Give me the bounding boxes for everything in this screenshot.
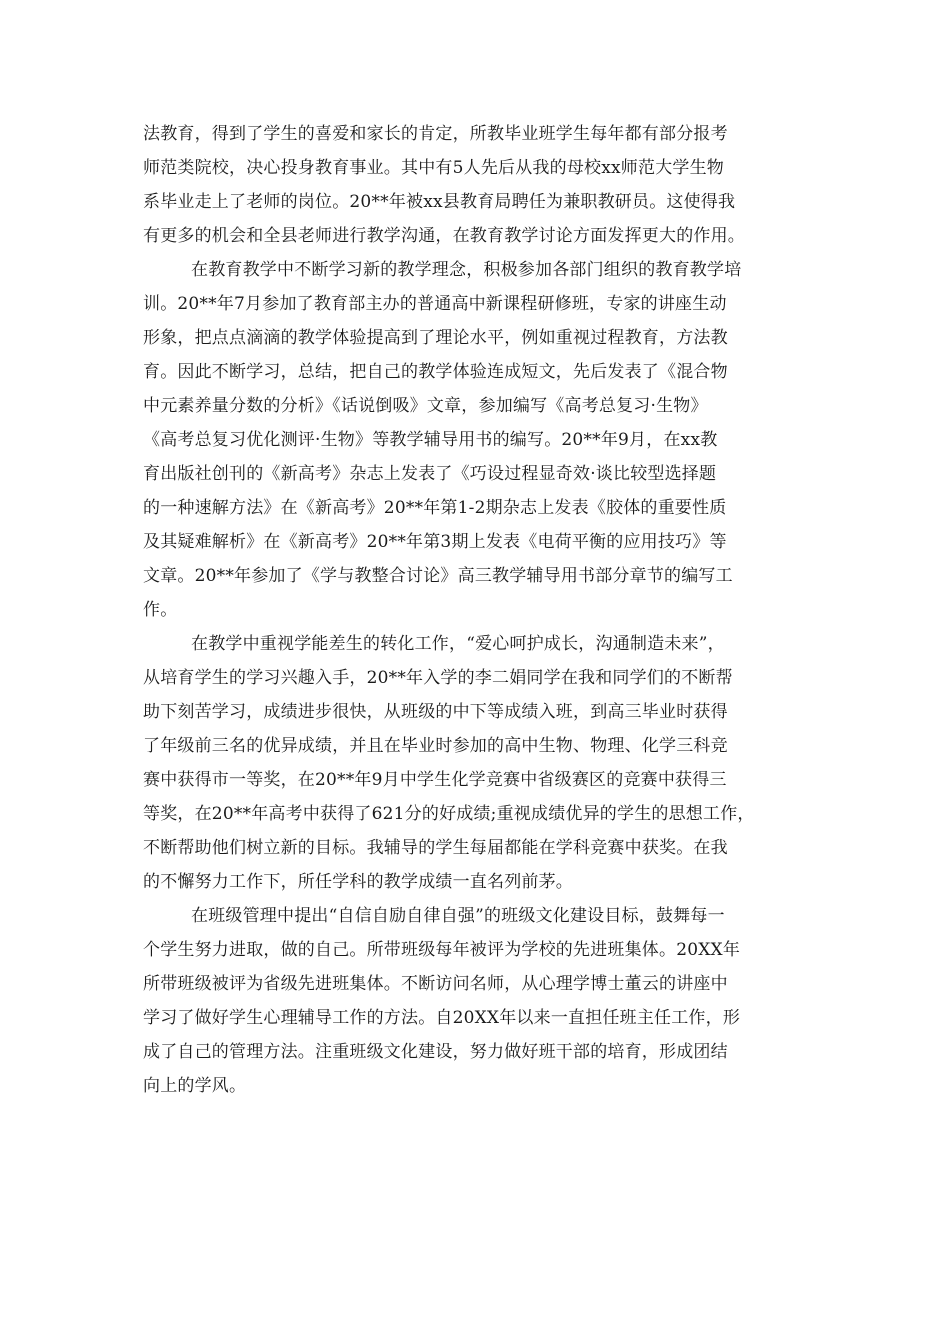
text-line: 成了自己的管理方法。注重班级文化建设，努力做好班干部的培育，形成团结 — [143, 1042, 728, 1062]
document-body — [143, 117, 823, 1103]
paragraph-1 — [143, 117, 823, 253]
text-line: 在教学中重视学能差生的转化工作，“爱心呵护成长，沟通制造未来”， — [191, 634, 725, 654]
text-line: 法教育，得到了学生的喜爱和家长的肯定，所教毕业班学生每年都有部分报考 — [143, 124, 728, 144]
text-line: 及其疑难解析》在《新高考》20**年第3期上发表《电荷平衡的应用技巧》等 — [143, 532, 727, 552]
text-line: 中元素养量分数的分析》《话说倒吸》文章，参加编写《高考总复习·生物》 — [143, 396, 708, 416]
text-line: 赛中获得市一等奖，在20**年9月中学生化学竞赛中省级赛区的竞赛中获得三 — [143, 770, 727, 790]
text-line: 等奖，在20**年高考中获得了621分的好成绩;重视成绩优异的学生的思想工作， — [143, 804, 755, 824]
text-line: 的不懈努力工作下，所任学科的教学成绩一直名列前茅。 — [143, 872, 573, 892]
text-line: 育。因此不断学习，总结，把自己的教学体验连成短文，先后发表了《混合物 — [143, 362, 728, 382]
text-line: 在教育教学中不断学习新的教学理念，积极参加各部门组织的教育教学培 — [191, 260, 742, 280]
text-line: 学习了做好学生心理辅导工作的方法。自20XX年以来一直担任班主任工作，形 — [143, 1008, 741, 1028]
text-line: 文章。20**年参加了《学与教整合讨论》高三教学辅导用书部分章节的编写工 — [143, 566, 733, 586]
paragraph-3 — [143, 627, 823, 899]
paragraph-4 — [143, 899, 823, 1103]
text-line: 了年级前三名的优异成绩，并且在毕业时参加的高中生物、物理、化学三科竞 — [143, 736, 728, 756]
text-line: 个学生努力进取，做的自己。所带班级每年被评为学校的先进班集体。20XX年 — [143, 940, 741, 960]
text-line: 形象，把点点滴滴的教学体验提高到了理论水平，例如重视过程教育，方法教 — [143, 328, 728, 348]
text-line: 不断帮助他们树立新的目标。我辅导的学生每届都能在学科竞赛中获奖。在我 — [143, 838, 728, 858]
text-line: 训。20**年7月参加了教育部主办的普通高中新课程研修班，专家的讲座生动 — [143, 294, 727, 314]
text-line: 在班级管理中提出“自信自励自律自强”的班级文化建设目标，鼓舞每一 — [191, 906, 725, 926]
text-line: 的一种速解方法》在《新高考》20**年第1-2期杂志上发表《胶体的重要性质 — [143, 498, 727, 518]
text-line: 从培育学生的学习兴趣入手，20**年入学的李二娟同学在我和同学们的不断帮 — [143, 668, 733, 688]
paragraph-2 — [143, 253, 823, 627]
text-line: 育出版社创刊的《新高考》杂志上发表了《巧设过程显奇效·谈比较型选择题 — [143, 464, 717, 484]
text-line: 作。 — [143, 600, 178, 620]
text-line: 有更多的机会和全县老师进行教学沟通，在教育教学讨论方面发挥更大的作用。 — [143, 226, 745, 246]
text-line: 所带班级被评为省级先进班集体。不断访问名师，从心理学博士董云的讲座中 — [143, 974, 728, 994]
text-line: 向上的学风。 — [143, 1076, 247, 1096]
text-line: 系毕业走上了老师的岗位。20**年被xx县教育局聘任为兼职教研员。这使得我 — [143, 192, 736, 212]
text-line: 《高考总复习优化测评·生物》等教学辅导用书的编写。20**年9月，在xx教 — [143, 430, 718, 450]
text-line: 助下刻苦学习，成绩进步很快，从班级的中下等成绩入班，到高三毕业时获得 — [143, 702, 728, 722]
text-line: 师范类院校，决心投身教育事业。其中有5人先后从我的母校xx师范大学生物 — [143, 158, 724, 178]
